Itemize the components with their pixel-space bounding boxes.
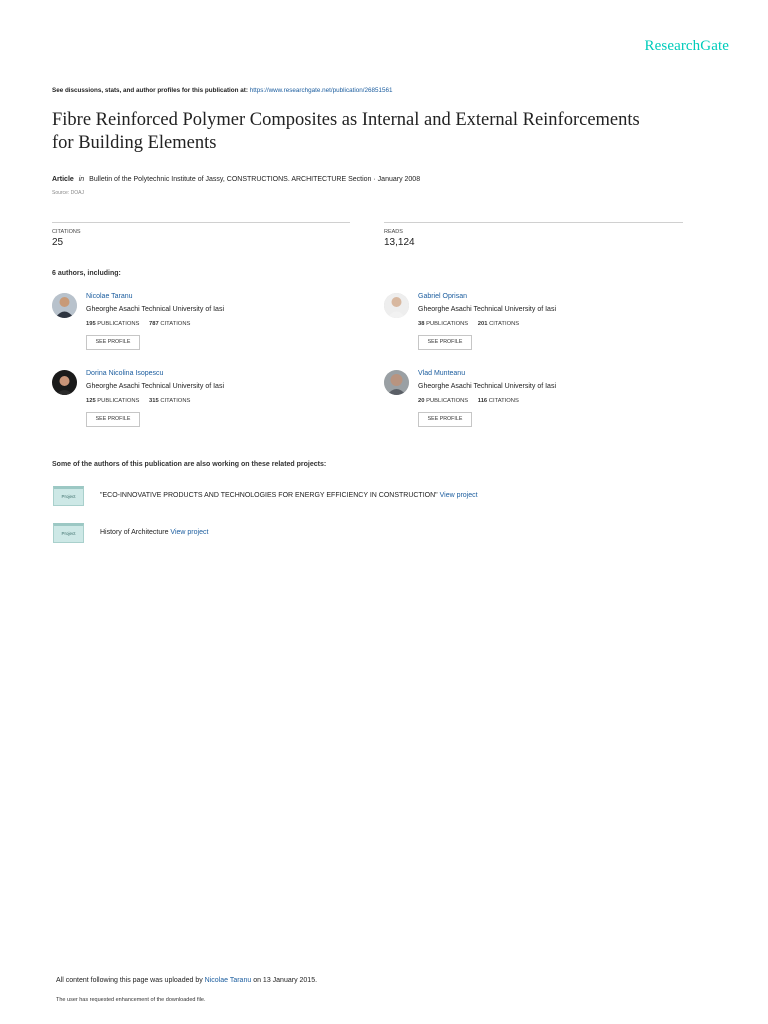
publication-url-link[interactable]: https://www.researchgate.net/publication/26851561 (249, 87, 393, 94)
publication-meta (52, 176, 420, 183)
citations-label: CITATIONS (160, 398, 191, 404)
author-name-link[interactable]: Nicolae Taranu (86, 293, 133, 300)
see-profile-button[interactable]: SEE PROFILE (418, 335, 472, 350)
author-institution: Gheorghe Asachi Technical University of Iasi (418, 306, 556, 313)
project-item (100, 529, 208, 536)
citations-divider (52, 222, 350, 223)
see-profile-button[interactable]: SEE PROFILE (86, 412, 140, 427)
citations-count: 116 (477, 398, 488, 404)
publication-source: Source: DOAJ (52, 190, 84, 196)
article-type: Article (52, 176, 74, 183)
citations-count: 787 (149, 321, 159, 327)
author-name-link[interactable]: Vlad Munteanu (418, 370, 466, 377)
view-project-link[interactable]: View project (439, 492, 478, 499)
publication-title: Fibre Reinforced Polymer Composites as Internal and External Reinforcements for Building Elements (52, 110, 640, 153)
citations-count: 25 (52, 237, 64, 248)
publications-label: PUBLICATIONS (97, 321, 140, 327)
author-institution: Gheorghe Asachi Technical University of Iasi (418, 383, 556, 390)
publications-count: 125 (86, 398, 96, 404)
author-stats (86, 321, 190, 327)
avatar[interactable] (384, 293, 409, 318)
author-name-link[interactable]: Dorina Nicolina Isopescu (86, 370, 164, 377)
author-stats (86, 398, 190, 404)
project-icon: Project (53, 523, 84, 543)
author-institution: Gheorghe Asachi Technical University of Iasi (86, 306, 224, 313)
meta-in: in (78, 176, 85, 183)
citations-label: CITATIONS (160, 321, 191, 327)
see-discussions-line (52, 87, 393, 94)
upload-prefix: All content following this page was uploaded by (56, 977, 203, 984)
citations-label: CITATIONS (52, 229, 81, 235)
author-stats (418, 398, 519, 404)
citations-count: 315 (149, 398, 159, 404)
reads-divider (384, 222, 683, 223)
citations-label: CITATIONS (489, 321, 520, 327)
author-card (384, 293, 684, 363)
related-projects-heading: Some of the authors of this publication are also working on these related projects: (52, 461, 327, 468)
enhancement-note: The user has requested enhancement of the downloaded file. (56, 997, 206, 1003)
publications-count: 38 (418, 321, 425, 327)
upload-suffix: on 13 January 2015. (253, 977, 318, 984)
author-name-link[interactable]: Gabriel Oprisan (418, 293, 468, 300)
project-title: History of Architecture (100, 529, 169, 536)
avatar[interactable] (384, 370, 409, 395)
publications-count: 195 (86, 321, 96, 327)
citations-label: CITATIONS (488, 398, 519, 404)
publications-label: PUBLICATIONS (426, 398, 469, 404)
see-profile-button[interactable]: SEE PROFILE (86, 335, 140, 350)
avatar[interactable] (52, 370, 77, 395)
see-profile-button[interactable]: SEE PROFILE (418, 412, 472, 427)
publication-venue: Bulletin of the Polytechnic Institute of Jassy, CONSTRUCTIONS. ARCHITECTURE Section · January 2008 (89, 176, 421, 183)
publications-label: PUBLICATIONS (97, 398, 140, 404)
upload-notice (56, 977, 317, 984)
publications-count: 20 (418, 398, 425, 404)
author-stats (418, 321, 519, 327)
view-project-link[interactable]: View project (170, 529, 209, 536)
reads-count: 13,124 (384, 237, 415, 248)
researchgate-logo[interactable]: ResearchGate (644, 38, 729, 54)
uploader-link[interactable]: Nicolae Taranu (204, 977, 252, 984)
author-institution: Gheorghe Asachi Technical University of Iasi (86, 383, 224, 390)
publications-label: PUBLICATIONS (426, 321, 469, 327)
project-title: "ECO-INNOVATIVE PRODUCTS AND TECHNOLOGIES FOR ENERGY EFFICIENCY IN CONSTRUCTION" (100, 492, 438, 499)
reads-label: READS (384, 229, 403, 235)
author-card (52, 370, 352, 440)
project-icon: Project (53, 486, 84, 506)
see-discussions-text: See discussions, stats, and author profiles for this publication at: (52, 87, 248, 94)
citations-count: 201 (477, 321, 488, 327)
authors-heading: 6 authors, including: (52, 270, 121, 277)
avatar[interactable] (52, 293, 77, 318)
project-item (100, 492, 478, 499)
author-card (384, 370, 684, 440)
author-card (52, 293, 352, 363)
